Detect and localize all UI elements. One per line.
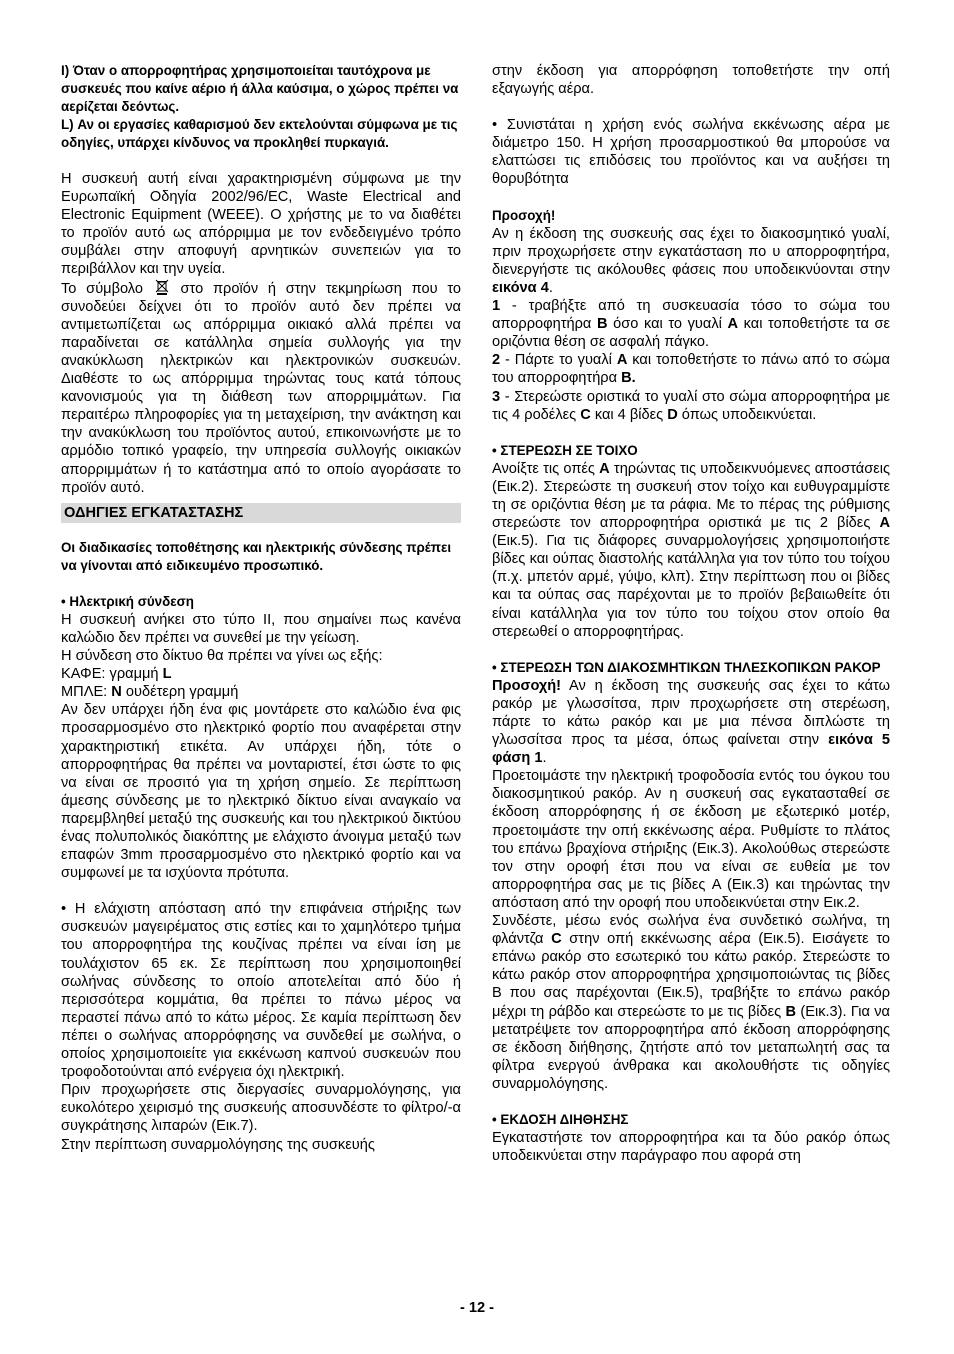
- step-1: 1 - τραβήξτε από τη συσκευασία τόσο το σώμα του απορροφητήρα B όσο και το γυαλί A και τοποθετήστε τα σε οριζόντια θέση σε ασφαλή πάγκο.: [492, 298, 890, 351]
- attention-label: Προσοχή!: [492, 207, 556, 223]
- continued-paragraph: στην έκδοση για απορρόφηση τοποθετήστε την οπή εξαγωγής αέρα.: [492, 63, 890, 98]
- tube-paragraph: • Συνιστάται η χρήση ενός σωλήνα εκκένωσης αέρα με διάμετρο 150. Η χρήση προσαρμοστικού θα μπορούσε να ελαττώσει τις επιδόσεις του προϊόντος και να αυξήσει τη θορυβότητα: [492, 117, 890, 188]
- electrical-paragraph-1: Η συσκευή ανήκει στο τύπο II, που σημαίνει πως κανένα καλώδιο δεν πρέπει να συνεθεί με την γείωση.: [61, 611, 461, 646]
- electrical-heading: • Ηλεκτρική σύνδεση: [61, 593, 194, 609]
- section-title: ΟΔΗΓΙΕΣ ΕΓΚΑΤΑΣΤΑΣΗΣ: [64, 504, 244, 521]
- warning-i: I) Όταν ο απορροφητήρας χρησιμοποιείται ταυτόχρονα με συσκευές που καίνε αέριο ή άλλα καύσιμα, ο χώρος πρέπει να αερίζεται δεόντως.: [61, 63, 459, 114]
- blue-wire-line: ΜΠΛΕ: N ουδέτερη γραμμή: [61, 684, 239, 701]
- last-paragraph: Στην περίπτωση συναρμολόγησης της συσκευής: [61, 1136, 375, 1153]
- filtering-heading: • ΕΚΔΟΣΗ ΔΙΗΘΗΣΗΣ: [492, 1111, 629, 1127]
- telescopic-paragraph-2: Προετοιμάστε την ηλεκτρική τροφοδοσία εντός του όγκου του διακοσμητικού ρακόρ. Αν η συσκευή σας εγκατασταθεί σε έκδοση απορρόφησης ή σε έκδοση με εξωτερικό μοτέρ, προετοιμάστε την οπή εκκένωσης αέρα. Ρυθμίστε το πλάτος του επάνω βραχίονα στήριξης (Εικ.3). Ακολούθως στερεώστε τον στην οροφή έτσι που να είναι σε ευθεία με τον απορροφητήρα σας με τις βίδες A (Εικ.3) και τηρώντας την απόσταση από την οροφή που υποδεικνύεται στην Εικ.2.: [492, 768, 890, 911]
- telescopic-paragraph-3: Συνδέστε, μέσω ενός σωλήνα ένα συνδετικό σωλήνα, τη φλάντζα C στην οπή εκκένωσης αέρα (Εικ.5). Εισάγετε το επάνω ρακόρ στο εσωτερικό του κάτω ρακόρ. Στερεώστε το κάτω ρακόρ στον απορροφητήρα χρησιμοποιώντας τις βίδες B που σας παρέχονται (Εικ.5), τραβήξτε το επάνω ρακόρ μέχρι τη ράβδο και στερεώστε το με τις βίδες B (Εικ.3). Για να μετατρέψετε τον απορροφητήρα από έκδοση απορρόφησης σε έκδοση διήθησης, ζητήστε από τον μεταπωλητή σας τα φίλτρα ενεργού άνθρακα και ακολουθήστε τις οδηγίες συναρμολόγησης.: [492, 913, 890, 1092]
- left-column: [61, 62, 461, 1154]
- wall-mount-heading: • ΣΤΕΡΕΩΣΗ ΣΕ ΤΟΙΧΟ: [492, 442, 638, 458]
- warning-l: L) Αν οι εργασίες καθαρισμού δεν εκτελούνται σύμφωνα με τις οδηγίες, υπάρχει κίνδυνος να προκληθεί πυρκαγιά.: [61, 117, 458, 150]
- distance-paragraph: • Η ελάχιστη απόσταση από την επιφάνεια στήριξης των συσκευών μαγειρέματος στις εστίες και το χαμηλότερο τμήμα του απορροφητήρα της κουζίνας πρέπει να είναι ίση με τουλάχιστον 65 εκ. Σε περίπτωση που χρησιμοποιηθεί σωλήνας σύνδεσης το οποίο αποτελείται από δύο ή περισσότερα κομμάτια, θα πρέπει το πάνω μέρος να περαστεί πάνω από το κάτω μέρος. Σε καμία περίπτωση δεν πέπει ο σωλήνας απορρόφησης να συνδεθεί με σωλήνα, ο οποίος χρησιμοποιείτε για εκκένωση καπνού συσκευών που τροφοδοτούνται από ενέργεια όχι ηλεκτρική.: [61, 901, 461, 1081]
- page-number: - 12 -: [459, 1300, 495, 1316]
- install-note: Οι διαδικασίες τοποθέτησης και ηλεκτρικής σύνδεσης πρέπει να γίνονται από ειδικευμένο προσωπικό.: [61, 539, 452, 573]
- weee-paragraph-1: Η συσκευή αυτή είναι χαρακτηρισμένη σύμφωνα με την Ευρωπαϊκή Οδηγία 2002/96/EC, Waste Electrical and Electronic Equipment (WEEE). Ο χρήστης με το να διαθέτει το προϊόν αυτό ως απόρριμμα με τον ενδεδειγμένο τρόπο συμβάλει στην αποφυγή αρνητικών συνεπειών για το περιβάλλον και την υγεία.: [61, 171, 461, 278]
- step-2: 2 - Πάρτε το γυαλί A και τοποθετήστε το πάνω από το σώμα του απορροφητήρα B.: [492, 352, 890, 387]
- wall-mount-paragraph: Ανοίξτε τις οπές A τηρώντας τις υποδεικνυόμενες αποστάσεις (Εικ.2). Στερεώστε τη συσκευή στον τοίχο και ευθυγραμμίστε τη σε οριζόντια θέση με τα ράφια. Με το πέρας της ρύθμισης στερεώστε τον απορροφητήρα οριστικά με τις 2 βίδες A (Εικ.5). Για τις διάφορες συναρμολογήσεις χρησιμοποιήστε βίδες και ούπας διαστολής κατάλληλα για τον τύπο του τοίχου (π.χ. μπετόν αρμέ, γύψο, κλπ). Στην περίπτωση που οι βίδες και τα ούπας σας παρέχονται με το προϊόν βεβαιωθείτε ότι είναι κατάλληλα για τον τύπο του τοίχου στον οποίο θα στερεωθεί ο απορροφητήρας.: [492, 460, 891, 640]
- telescopic-heading: • ΣΤΕΡΕΩΣΗ ΤΩΝ ΔΙΑΚΟΣΜΗΤΙΚΩΝ ΤΗΛΕΣΚΟΠΙΚΩΝ ΡΑΚΟΡ: [492, 659, 881, 675]
- filter-paragraph: Πριν προχωρήσετε στις διεργασίες συναρμολόγησης, για ευκολότερο χειρισμό της συσκευής αποσυνδέστε το φίλτρο/-α συγκράτησης λιπαρών (Εικ.7).: [61, 1082, 461, 1135]
- installation-section-header: [61, 503, 461, 523]
- weee-paragraph-2: Το σύμβολο στο προϊόν ή στην τεκμηρίωση που το συνοδεύει δείχνει ότι το προϊόν αυτό δεν πρέπει να αντιμετωπίζεται ως απόρριμμα οικιακό αλλά πρέπει να παραδίνεται σε κατάλληλα σημεία συλλογής για την ανακύκλωση ηλεκτρικών και ηλεκτρονικών συσκευών. Διαθέστε το ως απόρριμμα τηρώντας τους κατά τόπους κανονισμούς για τη διάθεση των απορριμμάτων. Για περαιτέρω πληροφορίες για τη μεταχείριση, την ανάκτηση και την ανακύκλωση του προϊόντος αυτού, επικοινωνήστε με το αρμόδιο τοπικό γραφείο, την υπηρεσία συλλογής οικιακών απορριμμάτων ή το κατάστημα από το οποίο αγοράσατε το προϊόν αυτό.: [61, 280, 461, 496]
- electrical-paragraph-3: Αν δεν υπάρχει ήδη ένα φις μοντάρετε στο καλώδιο ένα φις προσαρμοσμένο στο ηλεκτρικό φορτίο που αναφέρεται στην χαρακτηριστική ετικέτα. Αν υπάρχει ήδη, τότε ο απορροφητήρας θα πρέπει να μονταριστεί, έτσι ώστε το φις να είναι σε προσιτό για τη χρήση σημείο. Σε περίπτωση άμεσης σύνδεσης με το ηλεκτρικό δίκτυο είναι αναγκαίο να παρεμβληθεί μεταξύ της συσκευής και του ηλεκτρικού δικτύου ένας πολυπολικός διακόπτης με ελάχιστο άνοιγμα μεταξύ των επαφών 3mm προσαρμοσμένο στο ηλεκτρικό φορτίο και να συμφωνεί με τα ισχύοντα πρότυπα.: [61, 702, 461, 882]
- crossed-out-wheelie-bin-icon: [155, 279, 169, 295]
- brown-wire-line: ΚΑΦΕ: γραμμή L: [61, 666, 172, 683]
- right-column: [492, 62, 890, 1165]
- filtering-paragraph: Εγκαταστήστε τον απορροφητήρα και τα δύο ρακόρ όπως υποδεικνύεται στην παράγραφο που αφορά στη: [492, 1130, 890, 1165]
- electrical-paragraph-2: Η σύνδεση στο δίκτυο θα πρέπει να γίνει ως εξής:: [61, 648, 383, 665]
- glass-paragraph: Αν η έκδοση της συσκευής σας έχει το διακοσμητικό γυαλί, πριν προχωρήσετε στην εγκατάσταση πο υ απορροφητήρα, διενεργήστε τις ακόλουθες φάσεις που υποδεικνύονται στην εικόνα 4.: [492, 225, 890, 296]
- telescopic-paragraph-1: Προσοχή! Αν η έκδοση της συσκευής σας έχει το κάτω ρακόρ με γλωσσίτσα, πριν προχωρήσετε στη στερέωση, πάρτε το κάτω ρακόρ και με μια πένσα διπλώστε τη γλωσσίτσα προς τα μέσα, όπως φαίνεται στην εικόνα 5 φάση 1.: [492, 677, 890, 767]
- step-3: 3 - Στερεώστε οριστικά το γυαλί στο σώμα απορροφητήρα με τις 4 ροδέλες C και 4 βίδες D όπως υποδεικνύεται.: [492, 388, 890, 423]
